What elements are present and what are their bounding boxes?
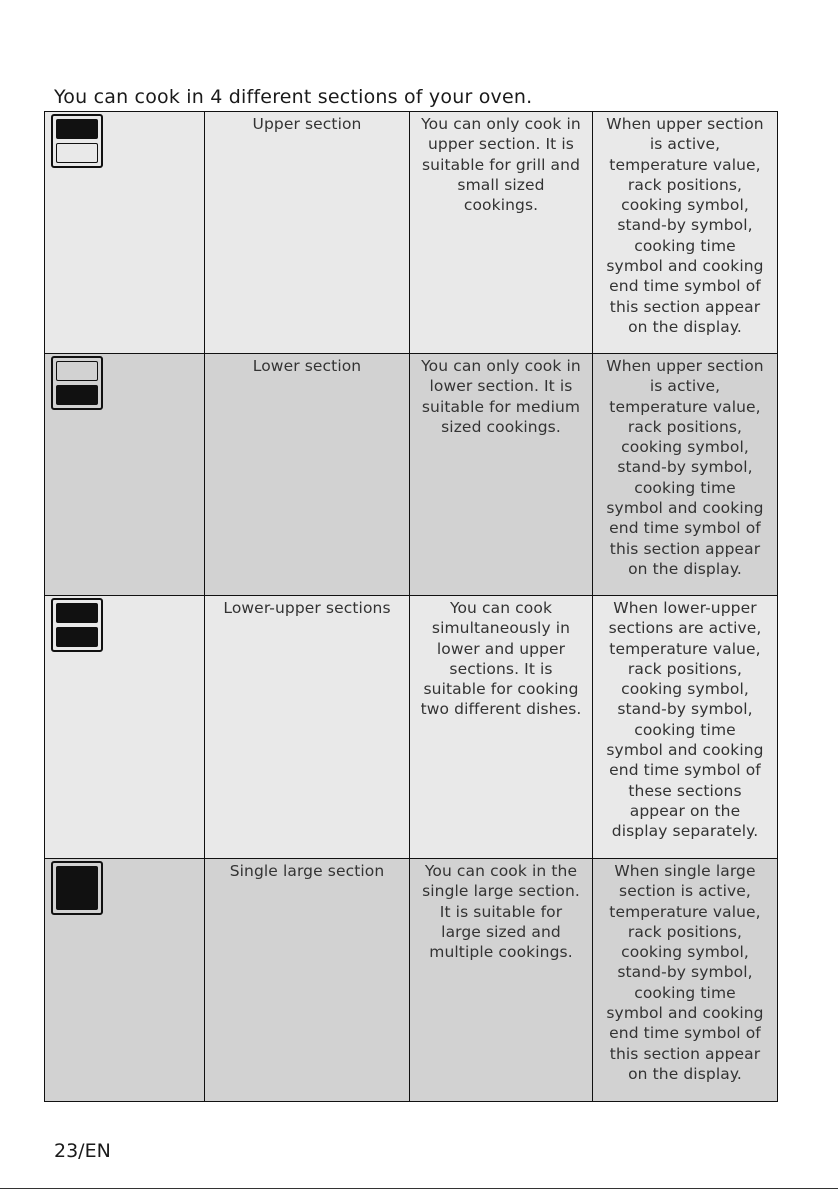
section-description: You can only cook in lower section. It is suitable for medium sized cookings. (421, 357, 581, 436)
table-row (45, 596, 778, 859)
page-number: 23/EN (54, 1140, 111, 1162)
description-cell (410, 596, 593, 859)
display-cell (593, 596, 778, 859)
table-row (45, 859, 778, 1102)
display-info: When upper section is active, temperature value, rack positions, cooking symbol, stand-by symbol, cooking time symbol and cooking end time symbol of this section appear on the display. (606, 115, 764, 336)
lower-section-icon (51, 356, 103, 410)
section-name-cell (205, 596, 410, 859)
intro-text: You can cook in 4 different sections of your oven. (54, 86, 533, 108)
bottom-rule (0, 1188, 838, 1189)
display-info: When lower-upper sections are active, temperature value, rack positions, cooking symbol, stand-by symbol, cooking time symbol and cooking end time symbol of these sections appear on the display separately. (606, 599, 764, 841)
icon-cell (45, 859, 205, 1102)
upper-section-icon (51, 114, 103, 168)
section-name: Lower section (252, 357, 362, 375)
description-cell (410, 354, 593, 596)
icon-cell (45, 596, 205, 859)
section-name: Lower-upper sections (223, 599, 391, 617)
description-cell (410, 112, 593, 354)
single-large-section-icon (51, 861, 103, 915)
oven-sections-table (44, 111, 778, 1102)
section-description: You can cook simultaneously in lower and upper sections. It is suitable for cooking two different dishes. (420, 599, 582, 719)
display-cell (593, 354, 778, 596)
section-description: You can only cook in upper section. It is suitable for grill and small sized cookings. (421, 115, 581, 215)
table-row (45, 354, 778, 596)
icon-cell (45, 112, 205, 354)
icon-cell (45, 354, 205, 596)
display-cell (593, 112, 778, 354)
display-cell (593, 859, 778, 1102)
section-name-cell (205, 112, 410, 354)
section-name-cell (205, 354, 410, 596)
section-name-cell (205, 859, 410, 1102)
table-row (45, 112, 778, 354)
section-name: Upper section (252, 115, 362, 133)
display-info: When single large section is active, temperature value, rack positions, cooking symbol, stand-by symbol, cooking time symbol and cooking end time symbol of this section appear on the display. (606, 862, 764, 1083)
display-info: When upper section is active, temperature value, rack positions, cooking symbol, stand-by symbol, cooking time symbol and cooking end time symbol of this section appear on the display. (606, 357, 764, 578)
lower-upper-sections-icon (51, 598, 103, 652)
description-cell (410, 859, 593, 1102)
section-description: You can cook in the single large section. It is suitable for large sized and multiple cookings. (422, 862, 580, 962)
section-name: Single large section (229, 862, 385, 880)
